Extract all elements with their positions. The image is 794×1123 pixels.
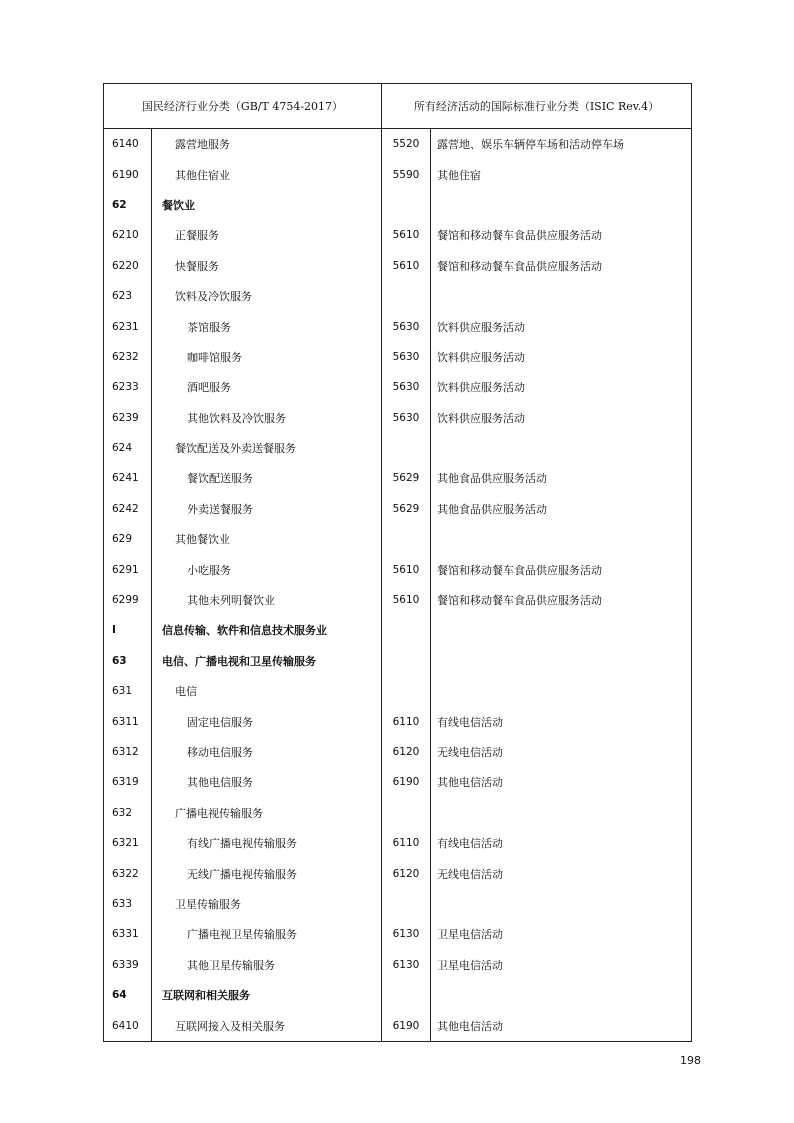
isic-description: [431, 524, 692, 554]
table-row: [104, 1010, 692, 1041]
gbt-code: 6319: [104, 767, 152, 797]
isic-code: 5630: [382, 311, 431, 341]
table-row: [104, 889, 692, 919]
table-row: [104, 433, 692, 463]
isic-description: 饮料供应服务活动: [431, 403, 692, 433]
isic-description: 餐馆和移动餐车食品供应服务活动: [431, 554, 692, 584]
gbt-category-name: 酒吧服务: [152, 372, 382, 402]
table-row: [104, 311, 692, 341]
table-row: [104, 159, 692, 189]
gbt-code: 632: [104, 798, 152, 828]
gbt-code: 6231: [104, 311, 152, 341]
isic-description: 无线电信活动: [431, 858, 692, 888]
isic-code: 6110: [382, 706, 431, 736]
table-row: [104, 706, 692, 736]
table-row: [104, 342, 692, 372]
gbt-category-name: 餐饮配送服务: [152, 463, 382, 493]
isic-description: 露营地、娱乐车辆停车场和活动停车场: [431, 129, 692, 160]
table-row: [104, 798, 692, 828]
isic-code: 5590: [382, 159, 431, 189]
gbt-code: 6140: [104, 129, 152, 160]
gbt-category-name: 卫星传输服务: [152, 889, 382, 919]
isic-description: 其他住宿: [431, 159, 692, 189]
gbt-code: 6232: [104, 342, 152, 372]
gbt-code: 6299: [104, 585, 152, 615]
isic-code: 5630: [382, 372, 431, 402]
table-row: [104, 220, 692, 250]
gbt-category-name: 露营地服务: [152, 129, 382, 160]
isic-description: 餐馆和移动餐车食品供应服务活动: [431, 220, 692, 250]
gbt-category-name: 固定电信服务: [152, 706, 382, 736]
isic-code: 5610: [382, 554, 431, 584]
isic-code: [382, 281, 431, 311]
gbt-code: 62: [104, 190, 152, 220]
table-row: [104, 463, 692, 493]
gbt-category-name: 广播电视传输服务: [152, 798, 382, 828]
isic-code: [382, 524, 431, 554]
isic-description: 卫星电信活动: [431, 950, 692, 980]
isic-description: [431, 798, 692, 828]
table-row: [104, 737, 692, 767]
gbt-code: 6312: [104, 737, 152, 767]
gbt-category-name: 有线广播电视传输服务: [152, 828, 382, 858]
table-header-row: [104, 84, 692, 129]
gbt-code: 6339: [104, 950, 152, 980]
classification-table: [103, 83, 692, 1042]
isic-code: 5610: [382, 220, 431, 250]
gbt-code: 6291: [104, 554, 152, 584]
isic-description: [431, 980, 692, 1010]
gbt-code: I: [104, 615, 152, 645]
table-row: [104, 129, 692, 160]
isic-description: [431, 889, 692, 919]
table-row: [104, 828, 692, 858]
gbt-category-name: 外卖送餐服务: [152, 494, 382, 524]
isic-code: 6120: [382, 858, 431, 888]
gbt-code: 6241: [104, 463, 152, 493]
isic-description: 其他电信活动: [431, 767, 692, 797]
isic-description: 其他食品供应服务活动: [431, 463, 692, 493]
gbt-code: 64: [104, 980, 152, 1010]
gbt-code: 623: [104, 281, 152, 311]
isic-description: 其他食品供应服务活动: [431, 494, 692, 524]
isic-description: 无线电信活动: [431, 737, 692, 767]
isic-code: 6110: [382, 828, 431, 858]
isic-code: [382, 676, 431, 706]
gbt-category-name: 广播电视卫星传输服务: [152, 919, 382, 949]
gbt-category-name: 其他电信服务: [152, 767, 382, 797]
gbt-code: 631: [104, 676, 152, 706]
table-row: [104, 646, 692, 676]
gbt-code: 633: [104, 889, 152, 919]
gbt-code: 6239: [104, 403, 152, 433]
isic-description: [431, 676, 692, 706]
isic-code: 6130: [382, 950, 431, 980]
gbt-category-name: 无线广播电视传输服务: [152, 858, 382, 888]
table-row: [104, 980, 692, 1010]
gbt-code: 6242: [104, 494, 152, 524]
table-row: [104, 615, 692, 645]
gbt-category-name: 电信、广播电视和卫星传输服务: [152, 646, 382, 676]
isic-description: 有线电信活动: [431, 706, 692, 736]
isic-description: 饮料供应服务活动: [431, 311, 692, 341]
table-row: [104, 554, 692, 584]
isic-code: 5520: [382, 129, 431, 160]
gbt-category-name: 小吃服务: [152, 554, 382, 584]
gbt-category-name: 其他餐饮业: [152, 524, 382, 554]
isic-code: 5629: [382, 463, 431, 493]
gbt-code: 6331: [104, 919, 152, 949]
isic-code: 5610: [382, 251, 431, 281]
isic-description: 卫星电信活动: [431, 919, 692, 949]
isic-description: 饮料供应服务活动: [431, 342, 692, 372]
table-row: [104, 767, 692, 797]
isic-description: [431, 281, 692, 311]
gbt-category-name: 其他卫星传输服务: [152, 950, 382, 980]
gbt-code: 6220: [104, 251, 152, 281]
isic-code: 6190: [382, 767, 431, 797]
table-body: [104, 129, 692, 1042]
isic-code: [382, 190, 431, 220]
isic-description: [431, 433, 692, 463]
gbt-category-name: 电信: [152, 676, 382, 706]
isic-code: 5610: [382, 585, 431, 615]
table-row: [104, 494, 692, 524]
table-row: [104, 858, 692, 888]
table-row: [104, 524, 692, 554]
gbt-category-name: 移动电信服务: [152, 737, 382, 767]
gbt-category-name: 其他未列明餐饮业: [152, 585, 382, 615]
gbt-category-name: 正餐服务: [152, 220, 382, 250]
table-row: [104, 190, 692, 220]
isic-code: 6190: [382, 1010, 431, 1041]
isic-code: [382, 615, 431, 645]
gbt-code: 6410: [104, 1010, 152, 1041]
isic-description: 饮料供应服务活动: [431, 372, 692, 402]
gbt-code: 624: [104, 433, 152, 463]
isic-header: 所有经济活动的国际标准行业分类（ISIC Rev.4）: [382, 84, 692, 129]
isic-code: 6130: [382, 919, 431, 949]
gbt-code: 63: [104, 646, 152, 676]
isic-code: [382, 889, 431, 919]
isic-description: 其他电信活动: [431, 1010, 692, 1041]
gbt-category-name: 茶馆服务: [152, 311, 382, 341]
gbt-code: 6233: [104, 372, 152, 402]
isic-code: 6120: [382, 737, 431, 767]
isic-description: [431, 615, 692, 645]
isic-description: 有线电信活动: [431, 828, 692, 858]
page-number: 198: [680, 1054, 701, 1067]
isic-code: [382, 798, 431, 828]
gbt-header: 国民经济行业分类（GB/T 4754-2017）: [104, 84, 382, 129]
gbt-code: 6190: [104, 159, 152, 189]
gbt-category-name: 互联网和相关服务: [152, 980, 382, 1010]
table-row: [104, 281, 692, 311]
table-row: [104, 403, 692, 433]
gbt-code: 6322: [104, 858, 152, 888]
classification-table-container: [103, 83, 691, 1042]
isic-code: [382, 980, 431, 1010]
gbt-category-name: 互联网接入及相关服务: [152, 1010, 382, 1041]
isic-description: [431, 190, 692, 220]
gbt-category-name: 咖啡馆服务: [152, 342, 382, 372]
gbt-category-name: 信息传输、软件和信息技术服务业: [152, 615, 382, 645]
isic-code: 5629: [382, 494, 431, 524]
table-row: [104, 676, 692, 706]
gbt-category-name: 餐饮业: [152, 190, 382, 220]
isic-description: 餐馆和移动餐车食品供应服务活动: [431, 251, 692, 281]
gbt-code: 6210: [104, 220, 152, 250]
gbt-code: 629: [104, 524, 152, 554]
isic-description: 餐馆和移动餐车食品供应服务活动: [431, 585, 692, 615]
table-row: [104, 585, 692, 615]
table-row: [104, 251, 692, 281]
table-row: [104, 950, 692, 980]
isic-code: [382, 646, 431, 676]
gbt-code: 6311: [104, 706, 152, 736]
gbt-category-name: 其他饮料及冷饮服务: [152, 403, 382, 433]
isic-code: [382, 433, 431, 463]
isic-description: [431, 646, 692, 676]
gbt-category-name: 饮料及冷饮服务: [152, 281, 382, 311]
table-row: [104, 919, 692, 949]
gbt-category-name: 餐饮配送及外卖送餐服务: [152, 433, 382, 463]
isic-code: 5630: [382, 342, 431, 372]
gbt-code: 6321: [104, 828, 152, 858]
gbt-category-name: 快餐服务: [152, 251, 382, 281]
isic-code: 5630: [382, 403, 431, 433]
gbt-category-name: 其他住宿业: [152, 159, 382, 189]
table-row: [104, 372, 692, 402]
